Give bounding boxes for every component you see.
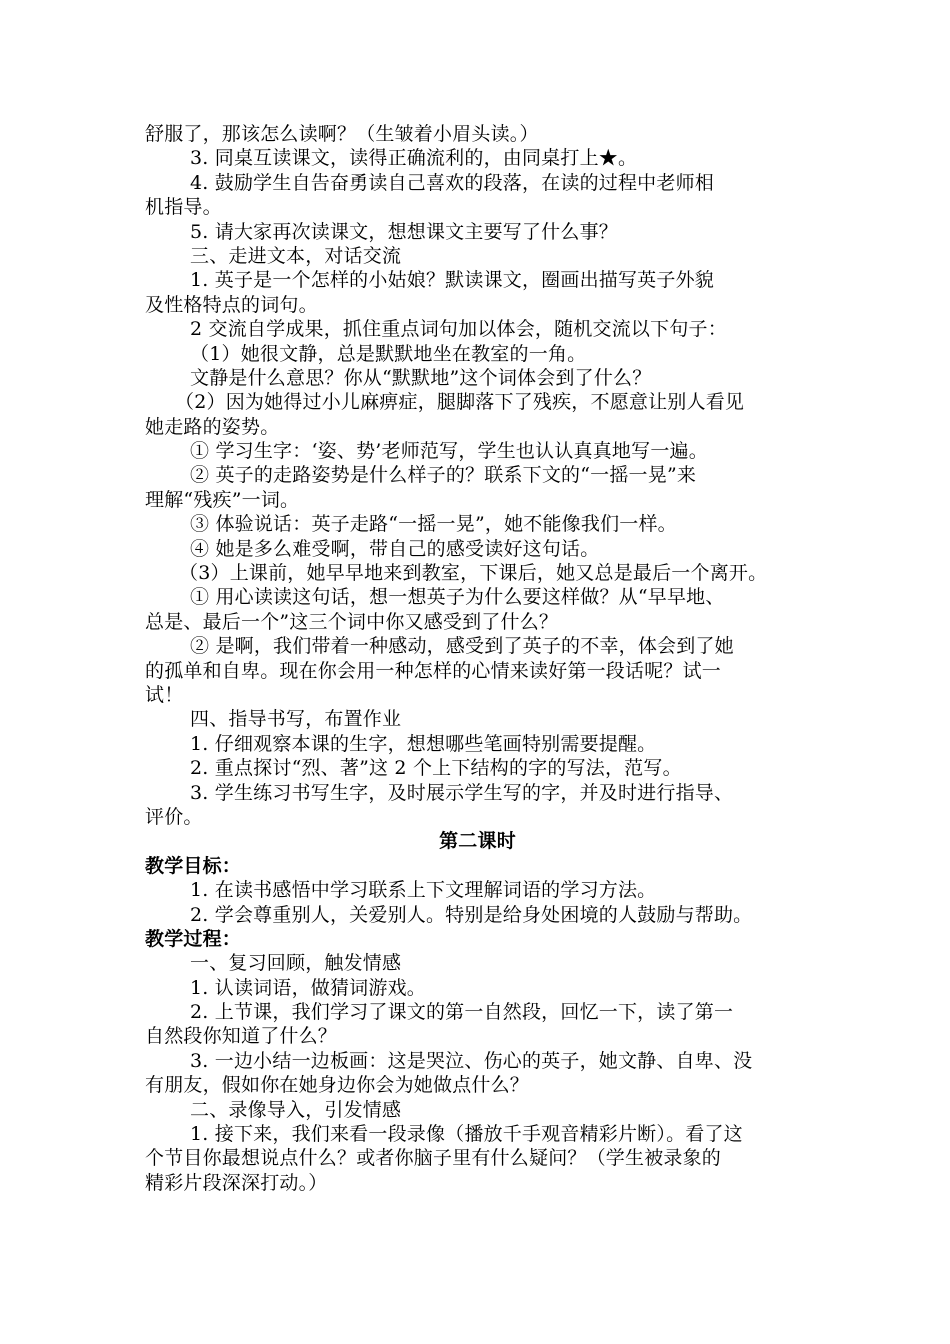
text-line: 1. 接下来，我们来看一段录像（播放千手观音精彩片断）。看了这 [190, 1123, 743, 1146]
text-line: 3. 学生练习书写生字，及时展示学生写的字，并及时进行指导、 [190, 781, 734, 804]
text-line: 自然段你知道了什么？ [145, 1025, 338, 1048]
text-line: （2）因为她得过小儿麻痹症，腿脚落下了残疾，不愿意让别人看见 [175, 391, 745, 414]
text-line: 5. 请大家再次读课文，想想课文主要写了什么事？ [190, 220, 618, 243]
text-line: 有朋友，假如你在她身边你会为她做点什么？ [145, 1074, 530, 1097]
objectives-heading: 教学目标： [145, 854, 242, 877]
text-line: 2. 重点探讨“烈、著”这 2 个上下结构的字的写法，范写。 [190, 757, 682, 780]
text-line: 3. 一边小结一边板画：这是哭泣、伤心的英子，她文静、自卑、没 [190, 1049, 753, 1072]
text-line: ② 英子的走路姿势是什么样子的？联系下文的“一摇一晃”来 [190, 464, 697, 487]
text-line: 试！ [145, 683, 184, 706]
text-line: 2 交流自学成果，抓住重点词句加以体会，随机交流以下句子： [190, 318, 727, 341]
text-line: 及性格特点的词句。 [145, 293, 318, 316]
text-line: ① 用心读读这句话，想一想英子为什么要这样做？从“早早地、 [190, 586, 725, 609]
text-line: 2. 上节课，我们学习了课文的第一自然段，回忆一下，读了第一 [190, 1001, 734, 1024]
text-line: ② 是啊，我们带着一种感动，感受到了英子的不幸，体会到了她 [190, 635, 734, 658]
text-line: 她走路的姿势。 [145, 415, 280, 438]
lesson-title: 第二课时 [439, 830, 516, 853]
text-line: 4. 鼓励学生自告奋勇读自己喜欢的段落，在读的过程中老师相 [190, 171, 714, 194]
text-line: 舒服了，那该怎么读啊？（生皱着小眉头读。） [145, 123, 539, 145]
text-line: 1. 在读书感悟中学习联系上下文理解词语的学习方法。 [190, 879, 657, 902]
text-line: （1）她很文静，总是默默地坐在教室的一角。 [190, 342, 587, 365]
text-line: 1. 仔细观察本课的生字，想想哪些笔画特别需要提醒。 [190, 732, 657, 755]
text-line: 1. 认读词语，做猜词游戏。 [190, 976, 426, 999]
text-line: 个节目你最想说点什么？或者你脑子里有什么疑问？（学生被录象的 [145, 1147, 722, 1170]
text-line: 文静是什么意思？你从“默默地”这个词体会到了什么？ [190, 366, 652, 389]
text-line: ③ 体验说话：英子走路“一摇一晃”，她不能像我们一样。 [190, 513, 677, 536]
text-line: 总是、最后一个”这三个词中你又感受到了什么？ [145, 610, 559, 633]
text-line: 精彩片段深深打动。） [145, 1171, 328, 1194]
text-line: 1. 英子是一个怎样的小姑娘？默读课文，圈画出描写英子外貌 [190, 269, 714, 292]
text-line: 3. 同桌互读课文，读得正确流利的，由同桌打上★。 [190, 147, 638, 170]
text-line: 的孤单和自卑。现在你会用一种怎样的心情来读好第一段话呢？试一 [145, 659, 722, 682]
text-line: 评价。 [145, 805, 203, 828]
text-line: 机指导。 [145, 196, 222, 219]
text-line: （3）上课前，她早早地来到教室，下课后，她又总是最后一个离开。 [179, 562, 768, 585]
document-body [145, 122, 810, 1195]
text-line: 2. 学会尊重别人，关爱别人。特别是给身处困境的人鼓励与帮助。 [190, 903, 753, 926]
text-line: 理解“残疾”一词。 [145, 488, 300, 511]
section-heading: 三、走进文本，对话交流 [190, 244, 402, 267]
text-line: ① 学习生字：‘姿、势’老师范写，学生也认认真真地写一遍。 [190, 440, 708, 463]
section-heading: 一、复习回顾，触发情感 [190, 952, 402, 975]
section-heading: 二、录像导入，引发情感 [190, 1098, 402, 1121]
section-heading: 四、指导书写，布置作业 [190, 708, 402, 731]
process-heading: 教学过程： [145, 927, 242, 950]
text-line: ④ 她是多么难受啊，带自己的感受读好这句话。 [190, 537, 600, 560]
